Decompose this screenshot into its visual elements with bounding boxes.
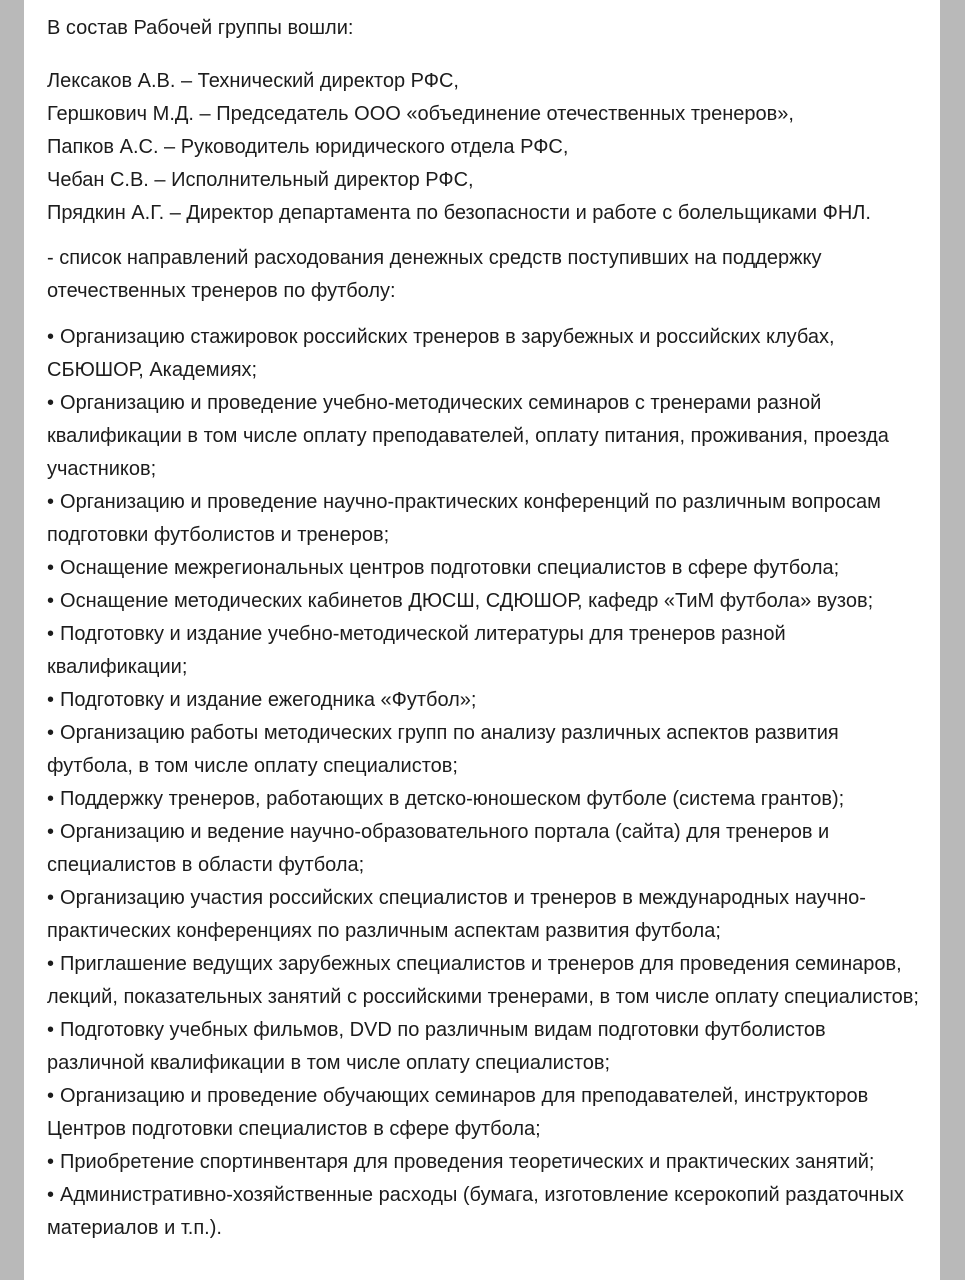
list-item — [47, 783, 927, 816]
list-item-text: Организацию участия российских специалистов и тренеров в международных научно-практических конференциях по различным аспектам развития футбола; — [47, 887, 866, 942]
list-item — [47, 1080, 927, 1146]
bullet-icon: • — [47, 788, 55, 810]
list-item-text: Организацию и ведение научно-образовательного портала (сайта) для тренеров и специалистов в области футбола; — [47, 821, 830, 876]
list-item-text: Оснащение методических кабинетов ДЮСШ, СДЮШОР, кафедр «ТиМ футбола» вузов; — [60, 590, 874, 612]
bullet-icon: • — [47, 392, 55, 414]
bullet-icon: • — [47, 821, 55, 843]
list-item — [47, 684, 927, 717]
document-page — [24, 0, 940, 1280]
expense-directions-list — [47, 321, 927, 1245]
list-item-text: Подготовку и издание учебно-методической литературы для тренеров разной квалификации; — [47, 623, 786, 678]
bullet-icon: • — [47, 557, 55, 579]
bullet-icon: • — [47, 326, 55, 348]
list-item-text: Приглашение ведущих зарубежных специалистов и тренеров для проведения семинаров, лекций, показательных занятий с российскими тренерами, в том числе оплату специалистов; — [47, 953, 919, 1008]
working-group-members — [47, 65, 927, 230]
list-item-text: Организацию и проведение научно-практических конференций по различным вопросам подготовки футболистов и тренеров; — [47, 491, 881, 546]
list-item-text: Организацию и проведение обучающих семинаров для преподавателей, инструкторов Центров подготовки специалистов в сфере футбола; — [47, 1085, 869, 1140]
list-item-text: Организацию стажировок российских тренеров в зарубежных и российских клубах, СБЮШОР, Академиях; — [47, 326, 835, 381]
bullet-icon: • — [47, 722, 55, 744]
list-item — [47, 882, 927, 948]
bullet-icon: • — [47, 689, 55, 711]
list-item — [47, 486, 927, 552]
list-item-text: Поддержку тренеров, работающих в детско-юношеском футболе (система грантов); — [60, 788, 845, 810]
list-item — [47, 1146, 927, 1179]
list-item — [47, 387, 927, 486]
list-item — [47, 717, 927, 783]
bullet-icon: • — [47, 1085, 55, 1107]
bullet-icon: • — [47, 623, 55, 645]
member-line: Прядкин А.Г. – Директор департамента по безопасности и работе с болельщиками ФНЛ. — [47, 202, 871, 224]
list-item — [47, 321, 927, 387]
list-item — [47, 948, 927, 1014]
list-item-text: Организацию и проведение учебно-методических семинаров с тренерами разной квалификации в том числе оплату преподавателей, оплату питания, проживания, проезда участников; — [47, 392, 889, 480]
list-item-text: Приобретение спортинвентаря для проведения теоретических и практических занятий; — [60, 1151, 875, 1173]
list-item-text: Организацию работы методических групп по анализу различных аспектов развития футбола, в том числе оплату специалистов; — [47, 722, 839, 777]
member-line: Папков А.С. – Руководитель юридического отдела РФС, — [47, 136, 569, 158]
bullet-icon: • — [47, 1184, 55, 1206]
list-item — [47, 585, 927, 618]
bullet-icon: • — [47, 491, 55, 513]
list-item — [47, 1014, 927, 1080]
bullet-icon: • — [47, 887, 55, 909]
list-item — [47, 816, 927, 882]
member-line: Чебан С.В. – Исполнительный директор РФС, — [47, 169, 474, 191]
member-line: Гершкович М.Д. – Председатель ООО «объединение отечественных тренеров», — [47, 103, 794, 125]
list-item-text: Подготовку учебных фильмов, DVD по различным видам подготовки футболистов различной квалификации в том числе оплату специалистов; — [47, 1019, 826, 1074]
list-item — [47, 552, 927, 585]
member-line: Лексаков А.В. – Технический директор РФС, — [47, 70, 459, 92]
list-item-text: Административно-хозяйственные расходы (бумага, изготовление ксерокопий раздаточных материалов и т.п.). — [47, 1184, 904, 1239]
bullet-icon: • — [47, 953, 55, 975]
list-item — [47, 1179, 927, 1245]
document-body — [47, 12, 927, 1245]
expense-list-intro: - список направлений расходования денежных средств поступивших на поддержку отечественных тренеров по футболу: — [47, 247, 822, 302]
bullet-icon: • — [47, 1019, 55, 1041]
list-item — [47, 618, 927, 684]
working-group-intro: В состав Рабочей группы вошли: — [47, 17, 354, 39]
bullet-icon: • — [47, 590, 55, 612]
bullet-icon: • — [47, 1151, 55, 1173]
list-item-text: Оснащение межрегиональных центров подготовки специалистов в сфере футбола; — [60, 557, 840, 579]
list-item-text: Подготовку и издание ежегодника «Футбол»; — [60, 689, 477, 711]
